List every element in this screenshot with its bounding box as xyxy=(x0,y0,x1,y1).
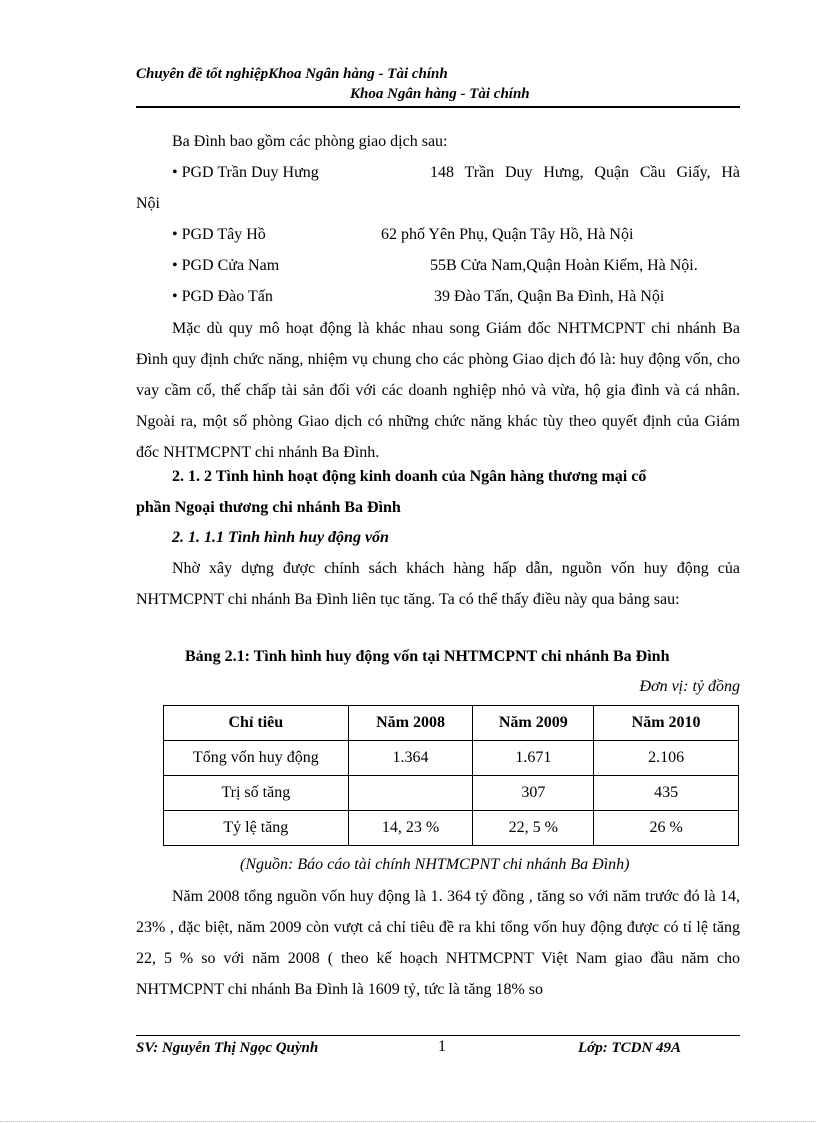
table-header-cell: Chỉ tiêu xyxy=(164,706,349,741)
table-header-cell: Năm 2008 xyxy=(348,706,473,741)
page-number: 1 xyxy=(438,1038,446,1055)
table-cell: 22, 5 % xyxy=(473,811,594,846)
table-header-cell: Năm 2010 xyxy=(594,706,739,741)
table-row xyxy=(164,776,739,811)
header-title: Chuyên đề tốt nghiệpKhoa Ngân hàng - Tài chính xyxy=(136,66,448,82)
pgd-address-2: 62 phố Yên Phụ, Quận Tây Hồ, Hà Nội xyxy=(381,226,634,243)
table-cell: Tổng vốn huy động xyxy=(164,741,349,776)
section-heading-2-1-2-cont: phần Ngoại thương chi nhánh Ba Đình xyxy=(136,499,401,516)
table-cell: 1.671 xyxy=(473,741,594,776)
page-edge xyxy=(0,1121,816,1122)
pgd-address-4: 39 Đào Tấn, Quận Ba Đình, Hà Nội xyxy=(434,288,665,305)
table-cell: 2.106 xyxy=(594,741,739,776)
pgd-address-1-cont: Nội xyxy=(136,195,160,212)
intro-text: Ba Đình bao gồm các phòng giao dịch sau: xyxy=(172,133,448,150)
header-rule xyxy=(136,106,740,108)
footer-rule xyxy=(136,1035,740,1036)
pgd-name-1: • PGD Trần Duy Hưng xyxy=(172,164,319,181)
section-heading-2-1-2: 2. 1. 2 Tình hình hoạt động kinh doanh của Ngân hàng thương mại cổ xyxy=(172,468,647,485)
table-row xyxy=(164,741,739,776)
paragraph-capital: Nhờ xây dựng được chính sách khách hàng hấp dẫn, nguồn vốn huy động của NHTMCPNT chi nhánh Ba Đình liên tục tăng. Ta có thể thấy điều này qua bảng sau: xyxy=(136,560,740,608)
footer-student: SV: Nguyễn Thị Ngọc Quỳnh xyxy=(136,1040,319,1056)
table-header-row xyxy=(164,706,739,741)
subsection-heading-2-1-1-1: 2. 1. 1.1 Tình hình huy động vốn xyxy=(172,529,389,546)
paragraph-functions: Mặc dù quy mô hoạt động là khác nhau song Giám đốc NHTMCPNT chi nhánh Ba Đình quy định chức năng, nhiệm vụ chung cho các phòng Giao dịch đó là: huy động vốn, cho vay cầm cố, thế chấp tài sản đối với các doanh nghiệp nhỏ và vừa, hộ gia đình và cá nhân. Ngoài ra, một số phòng Giao dịch có những chức năng khác tùy theo quyết định của Giám đốc NHTMCPNT chi nhánh Ba Đình. xyxy=(136,320,740,461)
table-cell: 435 xyxy=(594,776,739,811)
table-row xyxy=(164,811,739,846)
table-cell: Trị số tăng xyxy=(164,776,349,811)
table-cell: 14, 23 % xyxy=(348,811,473,846)
capital-table xyxy=(163,705,739,846)
table-cell xyxy=(348,776,473,811)
table-source: (Nguồn: Báo cáo tài chính NHTMCPNT chi nhánh Ba Đình) xyxy=(240,856,630,873)
footer-class: Lớp: TCDN 49A xyxy=(578,1040,682,1056)
pgd-address-1: 148 Trần Duy Hưng, Quận Cầu Giấy, Hà xyxy=(430,164,740,181)
pgd-name-2: • PGD Tây Hồ xyxy=(172,226,266,243)
table-header-cell: Năm 2009 xyxy=(473,706,594,741)
header-subtitle: Khoa Ngân hàng - Tài chính xyxy=(350,86,530,102)
table-cell: Tỷ lệ tăng xyxy=(164,811,349,846)
table-title: Bảng 2.1: Tình hình huy động vốn tại NHTMCPNT chi nhánh Ba Đình xyxy=(185,648,670,665)
pgd-address-3: 55B Cửa Nam,Quận Hoàn Kiếm, Hà Nội. xyxy=(430,257,698,274)
pgd-name-4: • PGD Đào Tấn xyxy=(172,288,273,305)
table-cell: 26 % xyxy=(594,811,739,846)
paragraph-2008-analysis: Năm 2008 tổng nguồn vốn huy động là 1. 364 tỷ đồng , tăng so với năm trước đó là 14, 23% , đặc biệt, năm 2009 còn vượt cả chỉ tiêu đề ra khi tổng vốn huy động được có tỉ lệ tăng 22, 5 % so với năm 2008 ( theo kế hoạch NHTMCPNT Việt Nam giao đầu năm cho NHTMCPNT chi nhánh Ba Đình là 1609 tỷ, tức là tăng 18% so xyxy=(136,888,740,998)
pgd-name-3: • PGD Cửa Nam xyxy=(172,257,280,274)
table-unit: Đơn vị: tỷ đồng xyxy=(639,678,740,695)
table-cell: 307 xyxy=(473,776,594,811)
table-cell: 1.364 xyxy=(348,741,473,776)
